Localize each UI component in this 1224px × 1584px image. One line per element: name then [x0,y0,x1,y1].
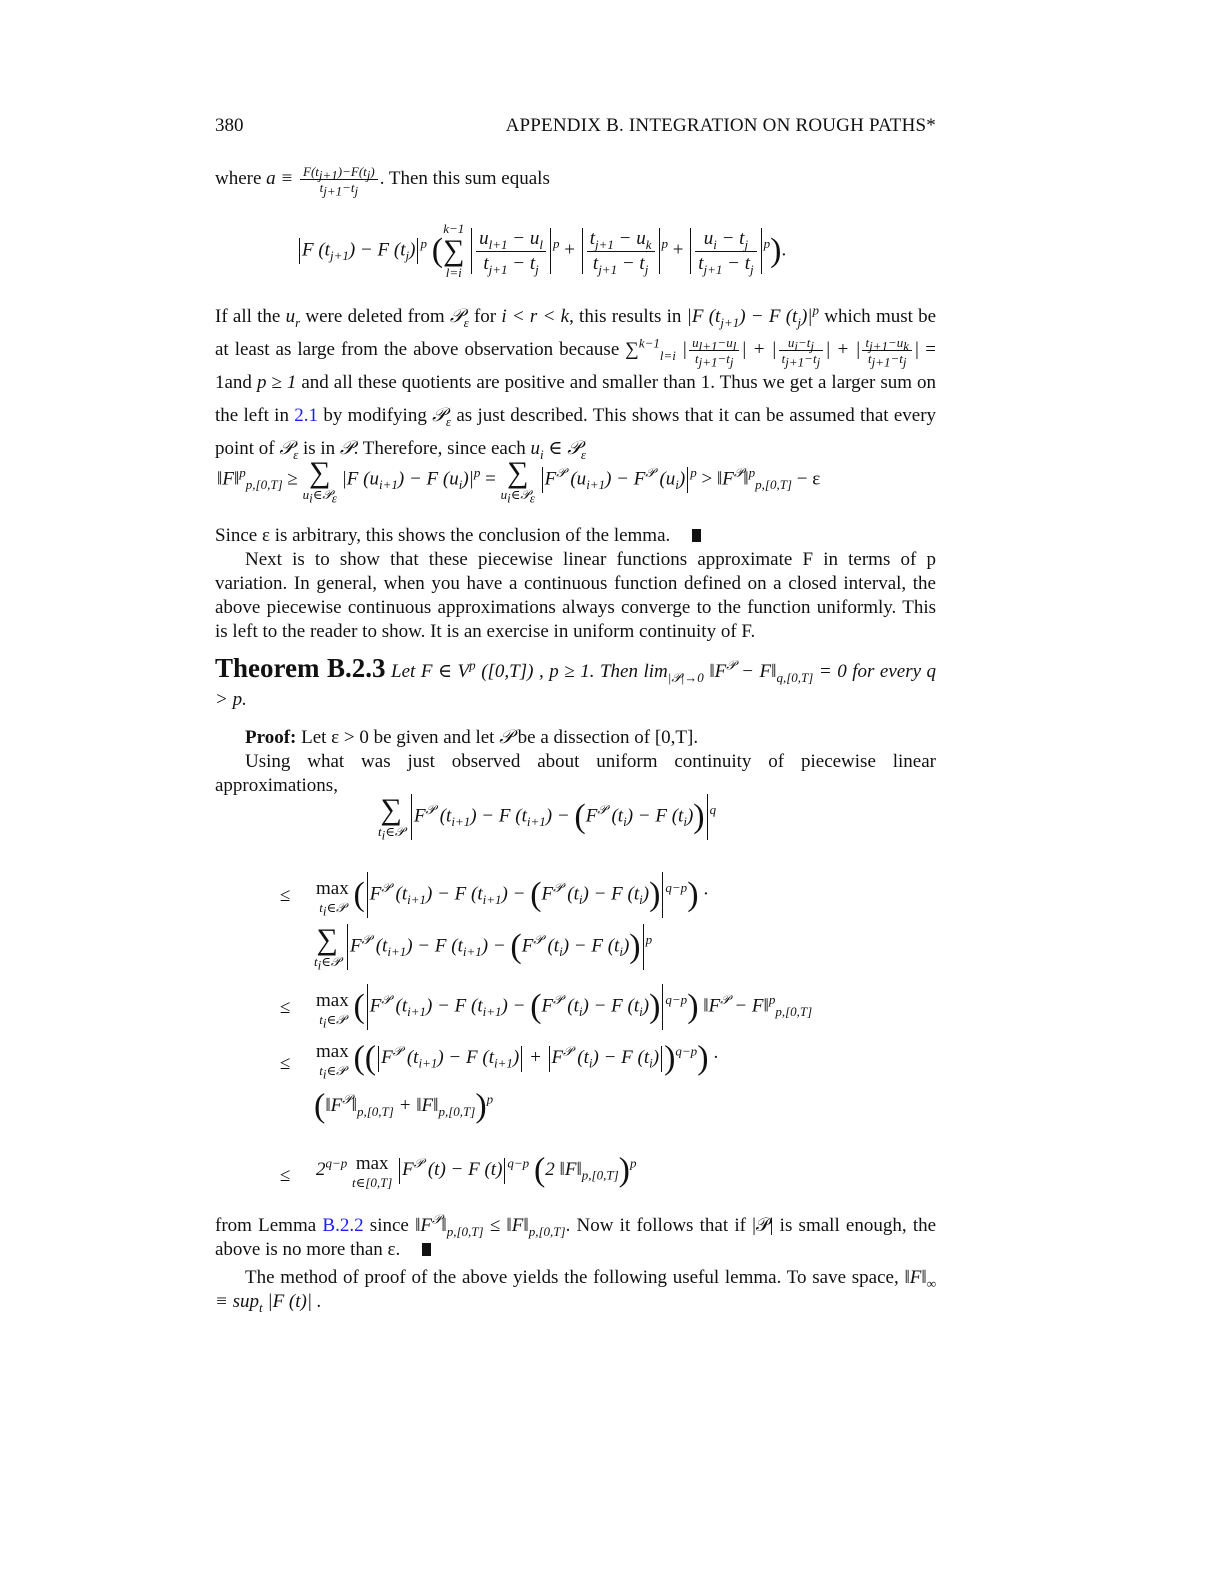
paragraph-lemma-intro: The method of proof of the above yields the following useful lemma. To save space, $‖F‖_\infty \equiv sup_t$ |F (t)| . [215,1267,936,1315]
paragraph-deletion-argument: If all the $u_r$ were deleted from 𝒫$_\varepsilon$ for i < r < k, this results in |F $(t_{j+1}) - F$ $(t_j)|^p$ which must be at least as large from the above observation because ∑$^{k-1}_{l=i}$ | $\frac{u_{l+1}-u_l}{t_{j+1}-t_j}$ | + | $\frac{u_i-t_j}{t_{j+1}-t_j}$ | + | $\frac{t_{j+1}-u_k}{t_{j+1}-t_j}$ | = 1and p ≥ 1 and all these quotients are positive and smaller than 1. Thus we get a larger sum on the left in 2.1 by modifying 𝒫$_\varepsilon$ as just described. This shows that it can be assumed that every point of 𝒫$_\varepsilon$ is in 𝒫. Therefore, since each $u_i$ ∈ 𝒫$_\varepsilon$ [215,302,937,462]
inequality-step-1: ≤ max $t_i\in 𝒫$ ( $F^𝒫$ $(t_{i+1}) - F$ $(t_{i+1}) - (F^𝒫$ $(t_i) - F$ $(t_i)$) $^{q-p}$) · [280,872,940,922]
qed-mark [692,529,701,542]
intro-line: where a ≡ $\frac{F(t_{j+1})-F(t_j)}{t_{j+1}-t_j}$ . Then this sum equals [215,164,550,199]
paragraph-conclusion: Since ε is arbitrary, this shows the conclusion of the lemma. [215,524,936,548]
inequality-step-2: ≤ max $t_i\in 𝒫$ ( $F^𝒫$ $(t_{i+1}) - F$ $(t_{i+1}) - (F^𝒫$ $(t_i) - F$ $(t_i)$) $^{q-p}$) $‖F^𝒫$ − F‖$^p_{p,[0,T]}$ [280,984,940,1034]
inequality-step-1b: ∑ $t_i\in 𝒫$ $F^𝒫$ $(t_{i+1}) - F$ $(t_{i+1}) - (F^𝒫$ $(t_i) - F$ $(t_i)$) $^p$ [314,923,653,973]
page-number: 380 [215,115,244,136]
proof-opening: Proof: Let ε > 0 be given and let 𝒫 be a dissection of [0,T]. [245,727,699,748]
equation-sum-quotients: F $(t_{j+1}) - F$ $(t_j)$ $^p$ ( k−1 ∑ l=i $\frac{u_{l+1} - u_l}{t_{j+1} - t_j}$ $^p$ + $\frac{t_{j+1} - u_k}{t_{j+1} - t_j}$ $^p$ + $\frac{u_i - t_j}{t_{j+1} - t_j}$ $^p$). [297,222,786,280]
a-fraction: $\frac{F(t_{j+1})-F(t_j)}{t_{j+1}-t_j}$ [300,164,378,195]
inequality-step-3: ≤ max $t_i\in 𝒫$ (( $F^𝒫$ $(t_{i+1}) - F$ $(t_{i+1}) + F^𝒫$ $(t_i) - F$ $(t_i) )^{q-p}$) · [280,1039,719,1082]
theorem-title: Theorem B.2.3 [215,653,386,683]
proof-continuity: Using what was just observed about uniform continuity of piecewise linear approximations, [215,751,936,796]
lemma-reference-link[interactable]: B.2.2 [322,1215,364,1236]
reference-link[interactable]: 2.1 [294,405,319,427]
equation-proof-sum: ∑ $t_i\in 𝒫$ $F^𝒫$ $(t_{i+1}) - F$ $(t_{i+1}) - (F^𝒫$ $(t_i) - F$ $(t_i)$) $^q$ [378,793,717,843]
paragraph-approximation: Next is to show that these piecewise linear functions approximate F in terms of p variation. In general, when you have a continuous function defined on a closed interval, the above piecewise continuous approximations always converge to the function uniformly. This is left to the reader to show. It is an exercise in uniform continuity of F. [215,549,936,642]
equation-variation-bound: ‖F‖$^p_{p,[0,T]}$ ≥ ∑ $u_i\in 𝒫_\varepsilon$ |F $(u_{i+1}) - F$ $(u_i)|^p$ = ∑ $u_i\in 𝒫_\varepsilon$ $F^𝒫$ $(u_{i+1}) - F^𝒫$ $(u_i) ^p$ > $‖F^𝒫‖^p_{p,[0,T]} - \varepsilon$ [217,456,821,506]
inequality-step-3b: ($‖F^𝒫‖_{p,[0,T]}$ + $‖F‖_{p,[0,T]})^p$ [314,1087,494,1125]
running-head: APPENDIX B. INTEGRATION ON ROUGH PATHS* [505,115,936,136]
theorem-statement: Theorem B.2.3 Let F ∈ $V^p$ ([0,T]) , p ≥ 1. Then $\lim_{|𝒫|\to 0}$ $‖F^𝒫$ − $F‖_{q,[0,T]} = 0$ for every q > p. [215,653,937,710]
qed-mark-2 [422,1243,431,1256]
inequality-step-4: ≤ $2^{q-p}$ max t∈[0,T] $F^𝒫$ (t) − F (t) $^{q-p}$ (2 $‖F‖_{p,[0,T]})^p$ [280,1151,637,1190]
paragraph-closing: from Lemma B.2.2 since $‖F^𝒫‖_{p,[0,T]}$ ≤ $‖F‖_{p,[0,T]}$. Now it follows that if |𝒫| is small enough, the above is no more than ε. [215,1211,937,1260]
